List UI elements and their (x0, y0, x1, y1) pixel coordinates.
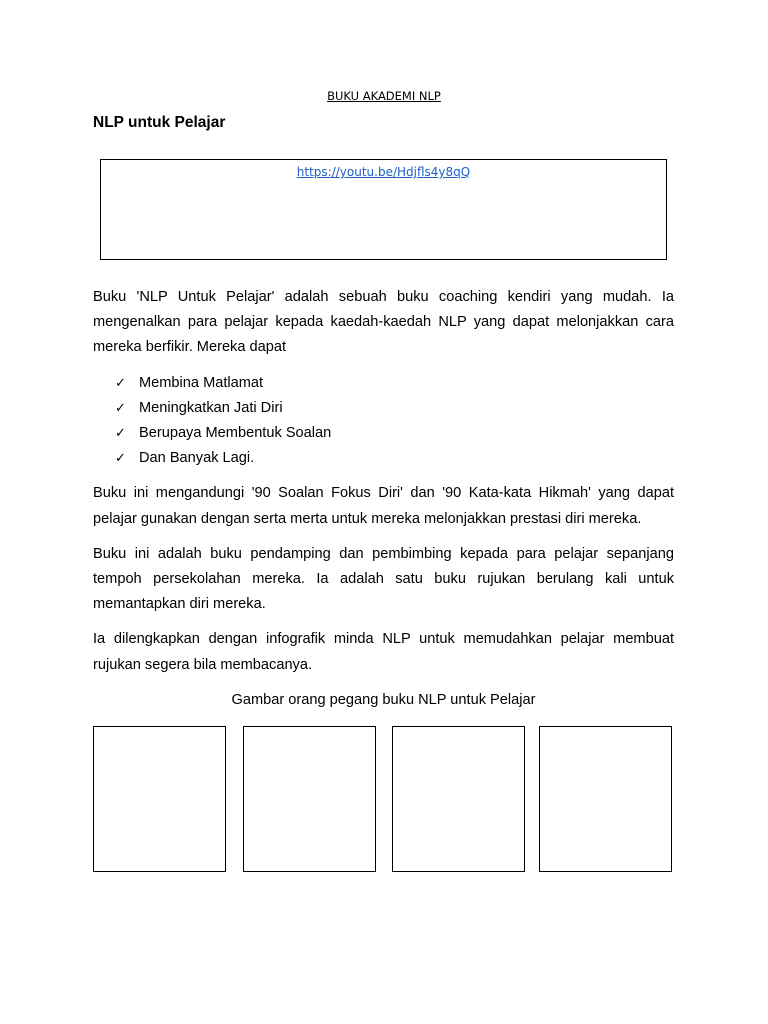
list-item-label: Meningkatkan Jati Diri (139, 399, 283, 416)
image-placeholder-3 (392, 726, 525, 872)
image-placeholder-4 (539, 726, 672, 872)
video-embed-box (100, 159, 667, 260)
infographic-paragraph: Ia dilengkapkan dengan infografik minda NLP untuk memudahkan pelajar membuat rujukan segera bila membacanya. (93, 631, 674, 673)
companion-paragraph: Buku ini adalah buku pendamping dan pembimbing kepada para pelajar sepanjang tempoh persekolahan mereka. Ia adalah satu buku rujukan berulang kali untuk memantapkan diri mereka. (93, 545, 674, 613)
video-link[interactable]: https://youtu.be/Hdjfls4y8qQ (296, 165, 471, 179)
image-placeholder-1 (93, 726, 226, 872)
check-icon: ✓ (115, 451, 126, 467)
image-caption: Gambar orang pegang buku NLP untuk Pelajar (231, 691, 536, 708)
list-item (115, 396, 674, 421)
check-icon: ✓ (115, 400, 126, 416)
document-body (93, 285, 674, 723)
list-item (115, 421, 674, 446)
benefits-list (93, 371, 674, 472)
list-item-label: Berupaya Membentuk Soalan (139, 425, 332, 442)
image-placeholder-2 (243, 726, 376, 872)
check-icon: ✓ (115, 426, 126, 442)
contents-paragraph: Buku ini mengandungi '90 Soalan Fokus Diri' dan '90 Kata-kata Hikmah' yang dapat pelajar gunakan dengan serta merta untuk mereka melonjakkan prestasi diri mereka. (93, 485, 674, 527)
page-header: BUKU AKADEMI NLP (327, 89, 441, 103)
list-item-label: Membina Matlamat (139, 374, 264, 391)
list-item (115, 446, 674, 471)
check-icon: ✓ (115, 375, 126, 391)
page-title: NLP untuk Pelajar (93, 114, 226, 131)
list-item (115, 371, 674, 396)
intro-paragraph: Buku 'NLP Untuk Pelajar' adalah sebuah buku coaching kendiri yang mudah. Ia mengenalkan para pelajar kepada kaedah-kaedah NLP yang dapat melonjakkan cara mereka berfikir. Mereka dapat (93, 289, 674, 356)
list-item-label: Dan Banyak Lagi. (139, 450, 255, 467)
